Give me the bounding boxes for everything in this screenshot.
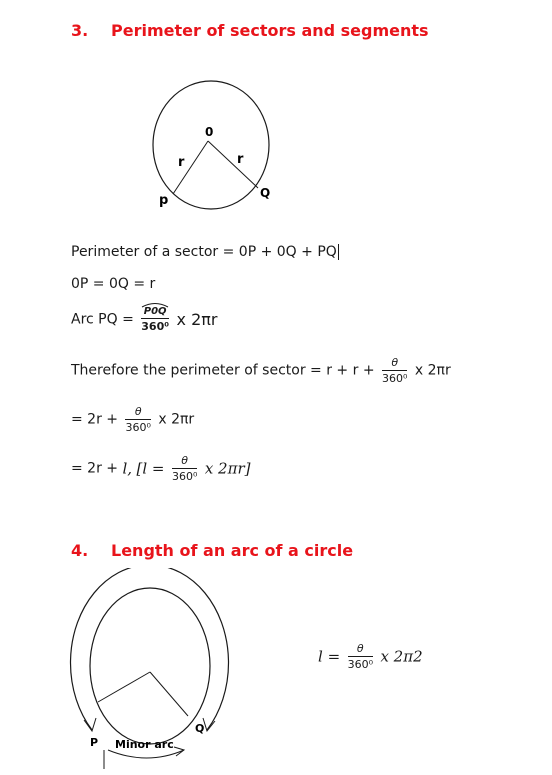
arc-pq-num-text: P0Q — [143, 306, 167, 317]
arc-pq-line — [71, 306, 217, 333]
arc-pq-prefix: Arc PQ = — [71, 311, 134, 328]
therefore-numerator: θ — [382, 356, 407, 371]
point-p-label: p — [159, 193, 169, 208]
eq2-numerator: θ — [172, 454, 197, 469]
radius-label-left: r — [178, 155, 185, 170]
sector-circle — [153, 81, 269, 209]
eq2-fraction — [172, 454, 197, 483]
section-4-heading — [71, 541, 353, 560]
inner-circle — [90, 588, 210, 744]
eq1-prefix: = 2r + — [71, 411, 119, 428]
radius-label-right: r — [237, 152, 244, 167]
minor-arc-curve — [108, 750, 184, 758]
section-3-number: 3. — [71, 21, 89, 40]
eq-line-1 — [71, 405, 194, 434]
eq2-denominator: 360⁰ — [171, 470, 198, 483]
arc-pq-fraction — [141, 306, 169, 333]
minor-arc-label: Minor arc — [115, 738, 174, 751]
point-q-label: Q — [195, 722, 205, 735]
perimeter-sector-line — [71, 244, 339, 260]
therefore-fraction — [382, 356, 407, 385]
section-4-number: 4. — [71, 541, 89, 560]
eq2-var: l, — [122, 459, 133, 478]
arc-length-lhs: l = — [318, 647, 341, 666]
eq1-denominator: 360⁰ — [125, 421, 151, 434]
arc-length-formula — [318, 642, 423, 671]
radius-oq — [150, 672, 188, 716]
arc-hat-icon — [140, 302, 170, 308]
arc-pq-numerator — [141, 306, 169, 319]
therefore-line — [71, 356, 451, 385]
section-3-title: Perimeter of sectors and segments — [111, 21, 429, 40]
eq1-numerator: θ — [125, 405, 150, 420]
eq2-suffix: x 2πr] — [204, 459, 251, 478]
arc-length-denominator: 360⁰ — [347, 658, 373, 671]
eq2-bracket-open: [l = — [136, 459, 165, 478]
radius-oq — [208, 141, 258, 188]
op-oq-line: 0P = 0Q = r — [71, 276, 156, 292]
center-label: 0 — [205, 125, 214, 139]
section-4-title: Length of an arc of a circle — [111, 541, 354, 560]
eq1-suffix: x 2πr — [158, 411, 195, 428]
eq1-fraction — [125, 405, 150, 434]
perimeter-sector-text: Perimeter of a sector = 0P + 0Q + PQ — [71, 244, 337, 260]
eq2-prefix: = 2r + — [71, 460, 119, 477]
outer-major-arc — [71, 568, 229, 730]
text-cursor — [338, 244, 339, 260]
therefore-prefix: Therefore the perimeter of sector = r + r + — [71, 362, 375, 379]
eq-line-2 — [71, 454, 250, 483]
radius-op — [98, 672, 150, 702]
arc-diagram — [62, 568, 252, 773]
therefore-suffix: x 2πr — [414, 362, 451, 379]
arc-pq-denominator: 360⁰ — [141, 320, 170, 333]
sector-diagram — [145, 78, 285, 213]
therefore-denominator: 360⁰ — [382, 372, 408, 385]
arc-length-suffix: x 2π2 — [380, 647, 423, 666]
point-q-label: Q — [260, 186, 271, 200]
point-p-label: P — [90, 736, 99, 749]
arc-pq-suffix: x 2πr — [176, 310, 218, 329]
section-3-heading — [71, 21, 429, 40]
arc-length-fraction — [348, 642, 373, 671]
arc-length-numerator: θ — [348, 642, 373, 657]
